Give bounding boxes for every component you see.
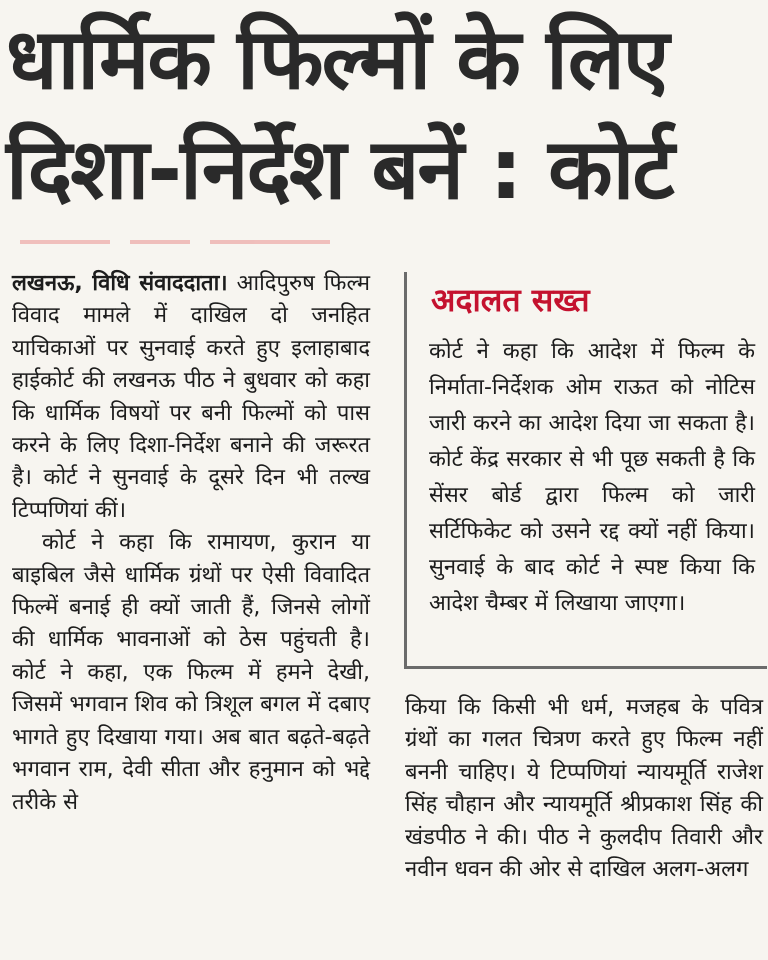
sidebar-title: अदालत सख्त	[431, 281, 590, 319]
sidebar-box	[404, 272, 767, 669]
headline	[6, 4, 762, 224]
headline-line-1: धार्मिक फिल्मों के लिए	[6, 10, 668, 108]
print-bleed-decoration	[0, 236, 380, 250]
article-paragraph-1-text: आदिपुरुष फिल्म विवाद मामले में दाखिल दो जनहित याचिकाओं पर सुनवाई करते हुए इलाहाबाद हाईकोर्ट की लखनऊ पीठ ने बुधवार को कहा कि धार्मिक विषयों पर बनी फिल्मों को पास करने के लिए दिशा-निर्देश बनाने की जरूरत है। कोर्ट ने सुनवाई के दूसरे दिन भी तल्ख टिप्पणियां कीं।	[12, 271, 370, 523]
article-left-column	[12, 268, 370, 819]
article-right-column	[405, 692, 763, 886]
article-paragraph-2: कोर्ट ने कहा कि रामायण, कुरान या बाइबिल जैसे धार्मिक ग्रंथों पर ऐसी विवादित फिल्में बनाई ही क्यों जाती हैं, जिनसे लोगों की धार्मिक भावनाओं को ठेस पहुंचती है। कोर्ट ने कहा, एक फिल्म में हमने देखी, जिसमें भगवान शिव को त्रिशूल बगल में दबाए भागते हुए दिखाया गया। अब बात बढ़ते-बढ़ते भगवान राम, देवी सीता और हनुमान को भद्दे तरीके से	[12, 530, 370, 815]
article-continued-text: किया कि किसी भी धर्म, मजहब के पवित्र ग्रंथों का गलत चित्रण करते हुए फिल्म नहीं बननी चाहिए। ये टिप्पणियां न्यायमूर्ति राजेश सिंह चौहान और न्यायमूर्ति श्रीप्रकाश सिंह की खंडपीठ ने की। पीठ ने कुलदीप तिवारी और नवीन धवन की ओर से दाखिल अलग-अलग	[405, 695, 763, 883]
sidebar-body: कोर्ट ने कहा कि आदेश में फिल्म के निर्माता-निर्देशक ओम राऊत को नोटिस जारी करने का आदेश दिया जा सकता है। कोर्ट केंद्र सरकार से भी पूछ सकती है कि सेंसर बोर्ड द्वारा फिल्म को जारी सर्टिफिकेट को उसने रद्द क्यों नहीं किया। सुनवाई के बाद कोर्ट ने स्पष्ट किया कि आदेश चैम्बर में लिखाया जाएगा।	[429, 339, 755, 616]
headline-line-2: दिशा-निर्देश बनें : कोर्ट	[6, 120, 673, 218]
article-paragraph-1	[12, 268, 370, 527]
dateline: लखनऊ, विधि संवाददाता।	[12, 271, 228, 296]
